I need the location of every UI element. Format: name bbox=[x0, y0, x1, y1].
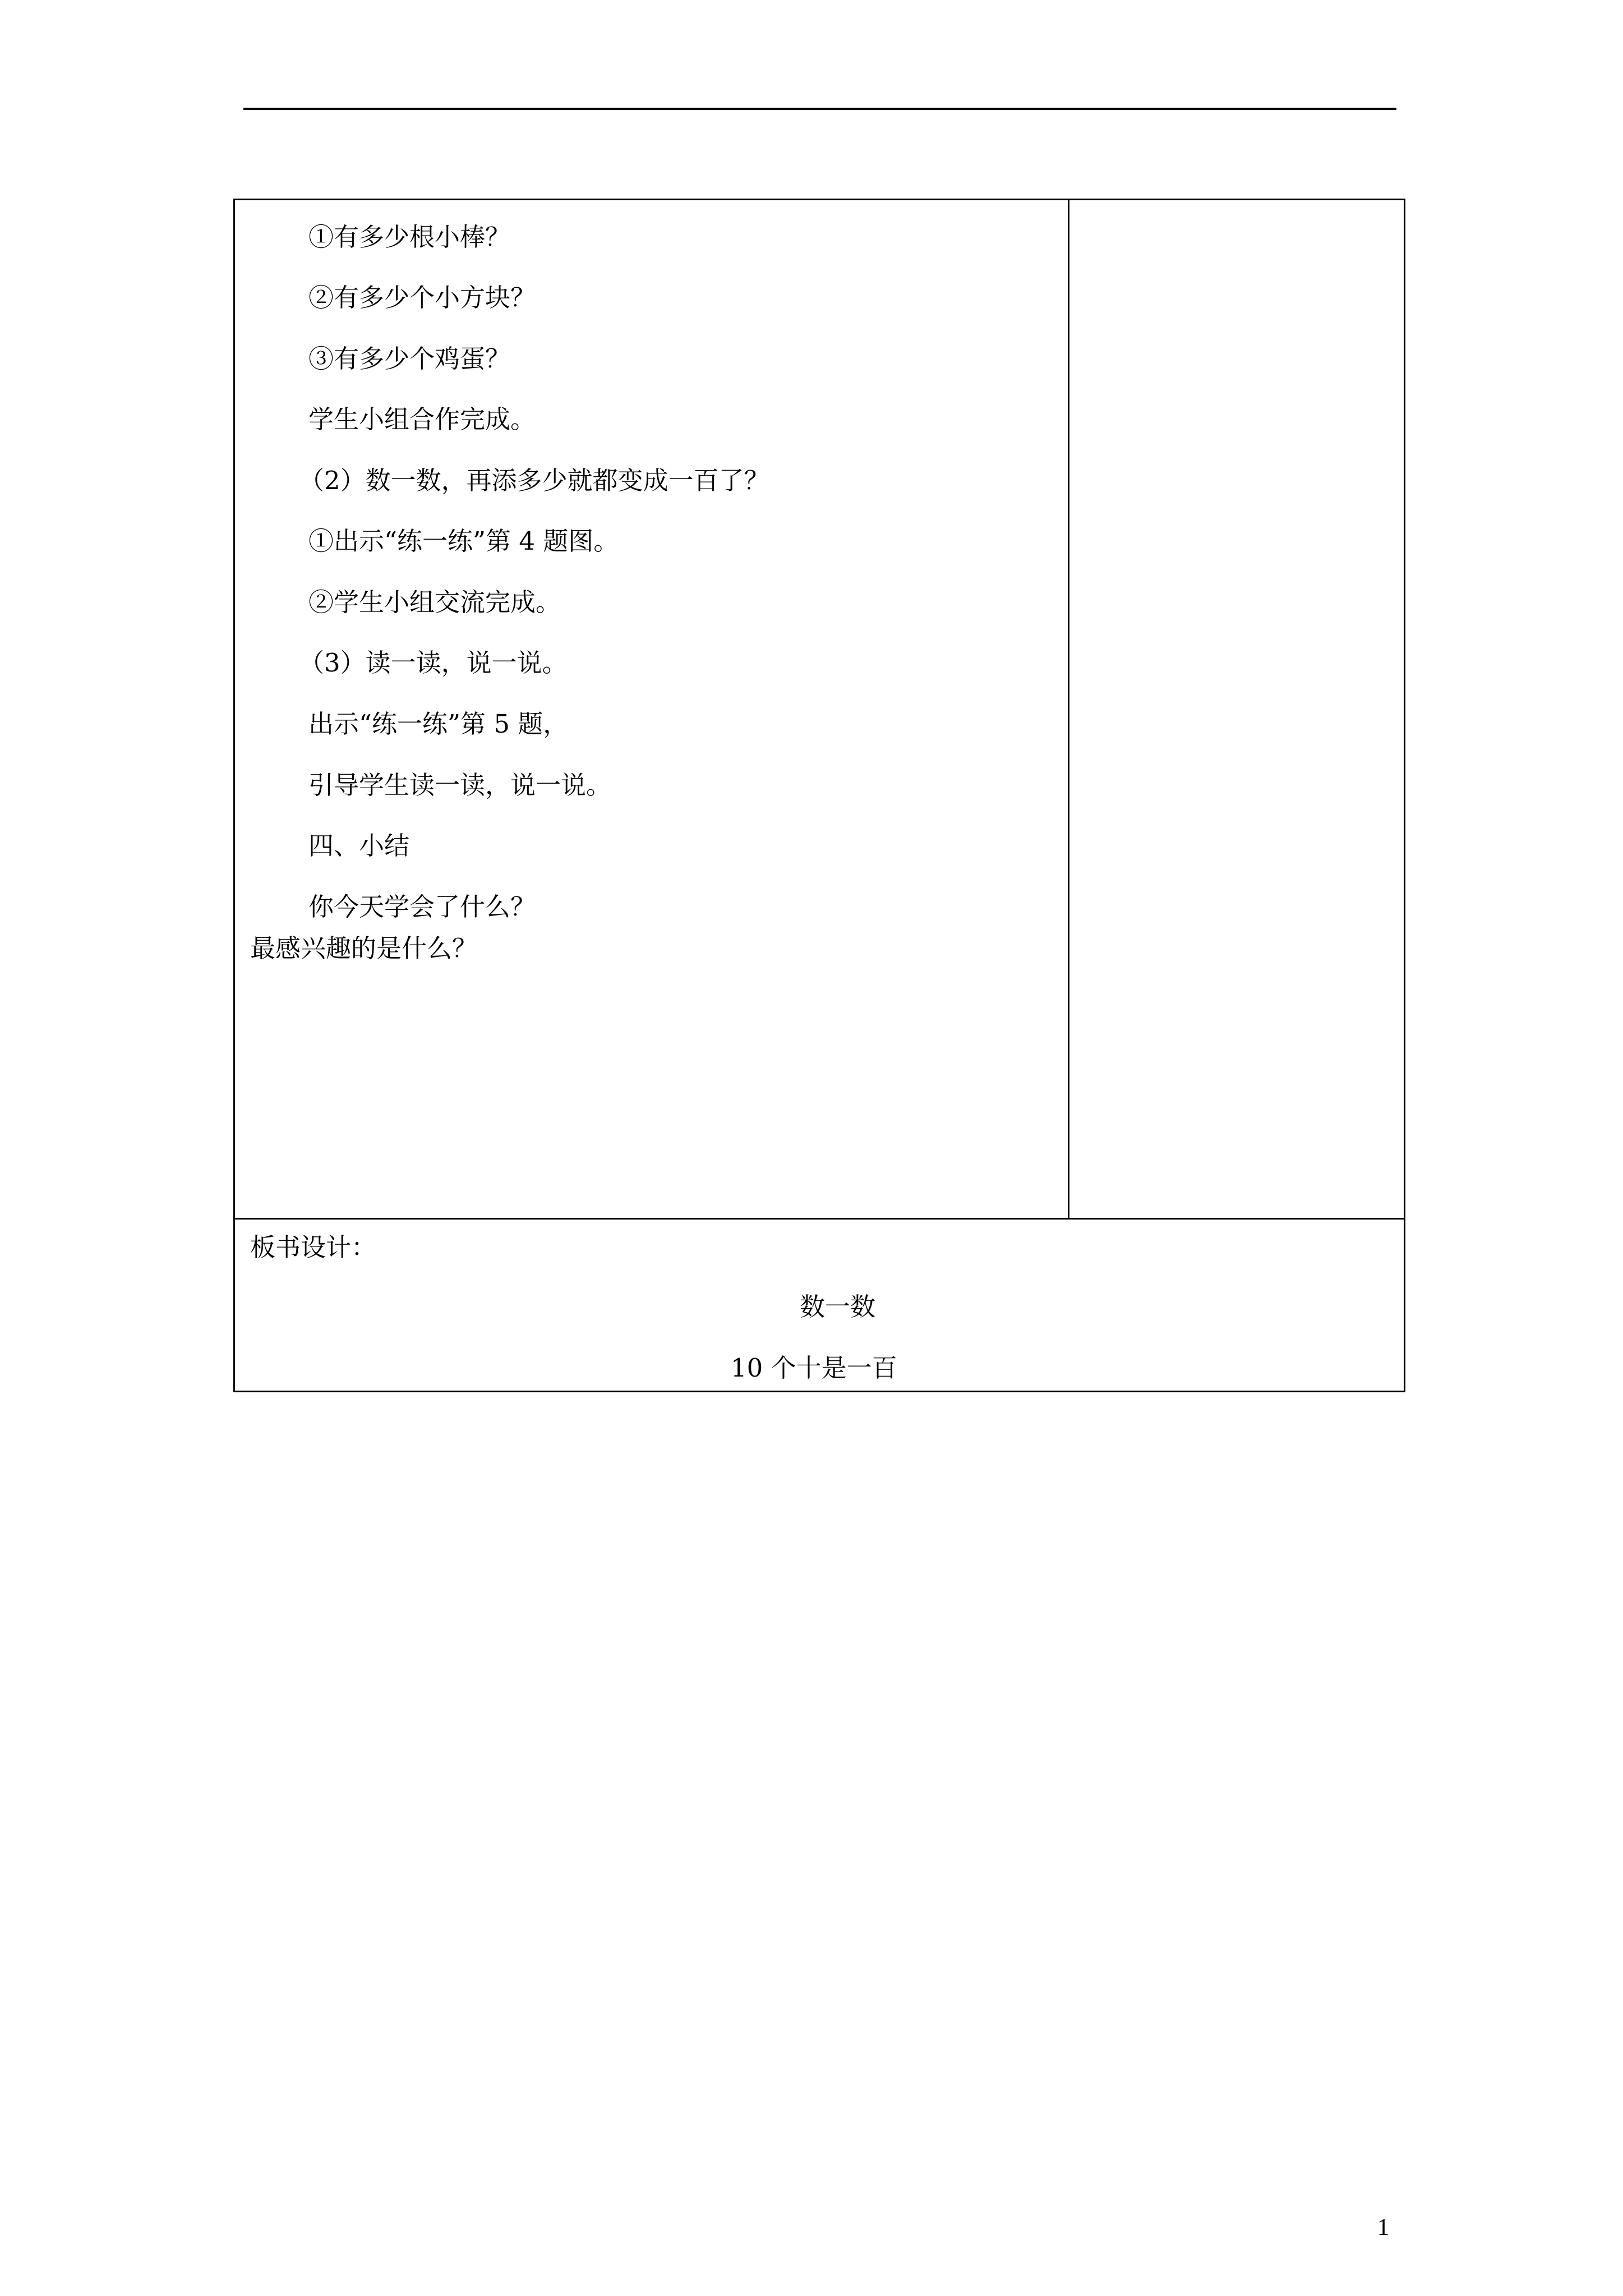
lesson-line: ①有多少根小棒？ bbox=[308, 222, 511, 252]
lesson-line: ②有多少个小方块？ bbox=[308, 283, 536, 312]
section-heading: 四、小结 bbox=[308, 831, 410, 861]
lesson-line: （2）数一数，再添多少就都变成一百了？ bbox=[299, 466, 769, 495]
page-number: 1 bbox=[1377, 2215, 1389, 2240]
lesson-line: 你今天学会了什么？ bbox=[308, 892, 536, 922]
lesson-line: 引导学生读一读，说一说。 bbox=[308, 770, 612, 800]
lesson-line: ②学生小组交流完成。 bbox=[308, 587, 561, 617]
board-design-cell bbox=[235, 1220, 1404, 1391]
board-subtitle: 10 个十是一百 bbox=[731, 1353, 897, 1383]
lesson-line: （3）读一读，说一说。 bbox=[299, 648, 568, 678]
lesson-line: ③有多少个鸡蛋？ bbox=[308, 344, 511, 374]
lesson-line: 出示“练一练”第 5 题， bbox=[308, 709, 569, 739]
lesson-plan-table bbox=[233, 199, 1405, 1392]
lesson-line: ①出示“练一练”第 4 题图。 bbox=[308, 526, 619, 556]
lesson-content-cell bbox=[235, 200, 1069, 1218]
board-design-label: 板书设计： bbox=[250, 1232, 377, 1262]
board-title: 数一数 bbox=[800, 1292, 876, 1322]
lesson-line: 最感兴趣的是什么？ bbox=[250, 933, 478, 963]
notes-cell bbox=[1069, 200, 1404, 1218]
lesson-line: 学生小组合作完成。 bbox=[308, 404, 536, 434]
header-rule bbox=[243, 108, 1396, 110]
